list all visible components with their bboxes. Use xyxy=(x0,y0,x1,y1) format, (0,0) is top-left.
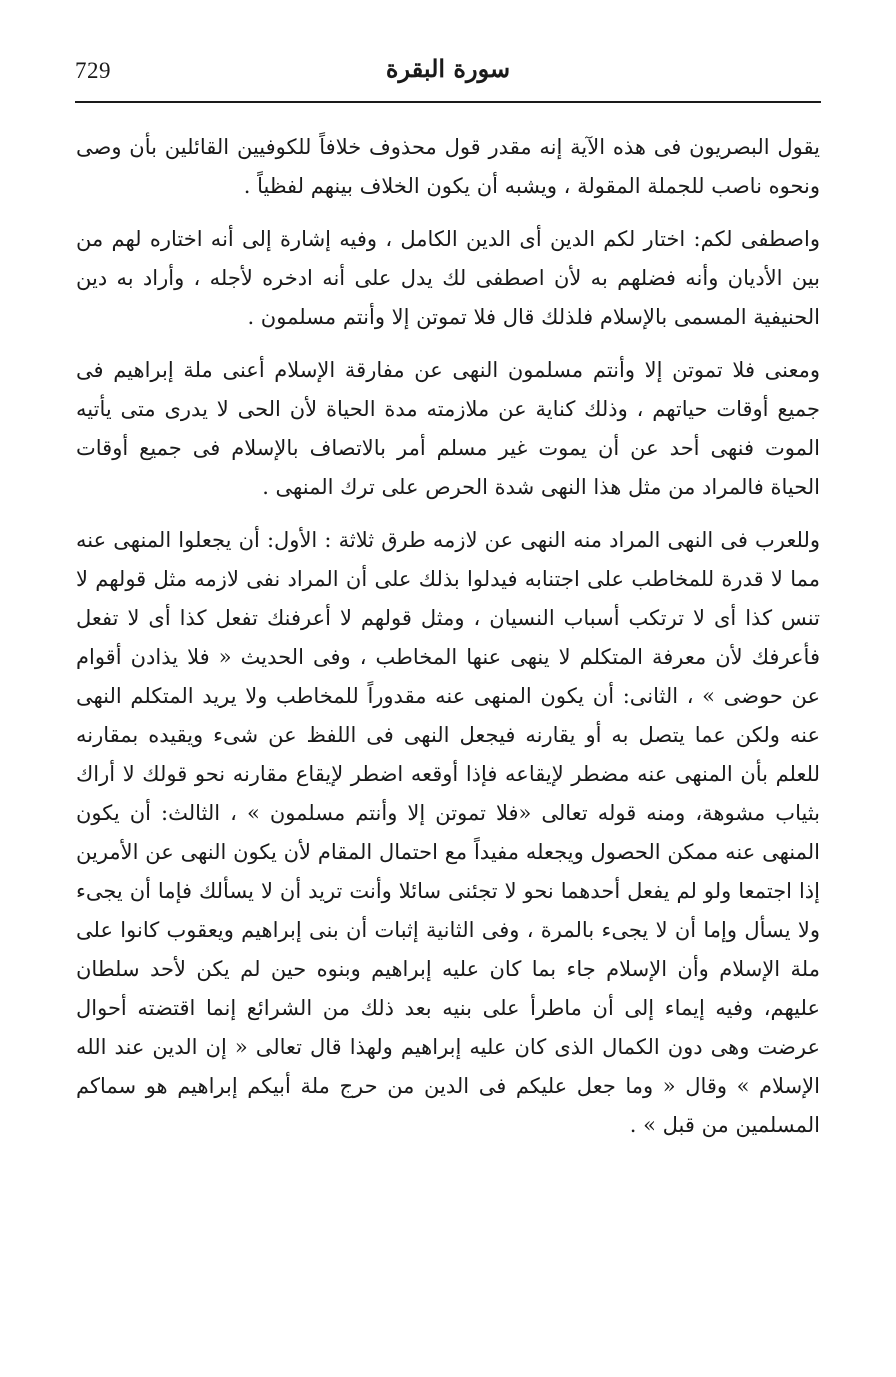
paragraph-gap xyxy=(76,206,820,220)
paragraph-1: يقول البصريون فى هذه الآية إنه مقدر قول محذوف خلافاً للكوفيين القائلين بأن وصى ونحوه ناصب للجملة المقولة ، ويشبه أن يكون الخلاف بينهم لفظياً . xyxy=(76,135,820,198)
paragraph-3: ومعنى فلا تموتن إلا وأنتم مسلمون النهى عن مفارقة الإسلام أعنى ملة إبراهيم فى جميع أوقات حياتهم ، وذلك كناية عن ملازمته مدة الحياة لأن الحى لا يدرى متى يأتيه الموت فنهى أحد عن أن يموت غير مسلم أمر بالاتصاف بالإسلام فى جميع أوقات الحياة فالمراد من مثل هذا النهى شدة الحرص على ترك المنهى . xyxy=(76,358,820,499)
paragraph-4: وللعرب فى النهى المراد منه النهى عن لازمه طرق ثلاثة : الأول: أن يجعلوا المنهى عنه مما لا قدرة للمخاطب على اجتنابه فيدلوا بذلك على أن المراد نفى لازمه مثل قولهم لا تنس كذا أى لا ترتكب أسباب النسيان ، ومثل قولهم لا أعرفنك تفعل كذا أى لا تفعل فأعرفك لأن معرفة المتكلم لا ينهى عنها المخاطب ، وفى الحديث « فلا يذادن أقوام عن حوضى » ، الثانى: أن يكون المنهى عنه مقدوراً للمخاطب ولا يريد المتكلم النهى عنه ولكن عما يتصل به أو يقارنه فيجعل النهى فى اللفظ عن شىء ويقيده بمقارنه للعلم بأن المنهى عنه مضطر لإيقاعه فإذا أوقعه اضطر لإيقاع مقارنه نحو قولك لا أراك بثياب مشوهة، ومنه قوله تعالى «فلا تموتن إلا وأنتم مسلمون » ، الثالث: أن يكون المنهى عنه ممكن الحصول ويجعله مفيداً مع احتمال المقام لأن يكون النهى عن الأمرين إذا اجتمعا ولو لم يفعل أحدهما نحو لا تجئنى سائلا وأنت تريد أن لا يسألك فإما أن يجىء ولا يسأل وإما أن لا يجىء بالمرة ، وفى الثانية إثبات أن بنى إبراهيم ويعقوب كانوا على ملة الإسلام وأن الإسلام جاء بما كان عليه إبراهيم وبنوه حين لم يكن لأحد سلطان عليهم، وفيه إيماء إلى أن ماطرأ على بنيه بعد ذلك من الشرائع إنما اقتضته أحوال عرضت وهى دون الكمال الذى كان عليه إبراهيم ولهذا قال تعالى « إن الدين عند الله الإسلام » وقال « وما جعل عليكم فى الدين من حرج ملة أبيكم إبراهيم هو سماكم المسلمين من قبل » . xyxy=(76,528,820,1137)
page-number: 729 xyxy=(75,58,111,83)
paragraph-gap xyxy=(76,337,820,351)
running-title: سورة البقرة xyxy=(385,54,511,83)
header-rule xyxy=(75,101,821,103)
paragraph-gap xyxy=(76,507,820,521)
page-header xyxy=(75,52,821,102)
paragraph-2: واصطفى لكم: اختار لكم الدين أى الدين الكامل ، وفيه إشارة إلى أنه اختاره لهم من بين الأديان وأنه فضلهم به لأن اصطفى لك يدل على أنه ادخره لأجله ، وأراد به دين الحنيفية المسمى بالإسلام فلذلك قال فلا تموتن إلا وأنتم مسلمون . xyxy=(76,227,820,329)
body-text xyxy=(76,128,820,1145)
